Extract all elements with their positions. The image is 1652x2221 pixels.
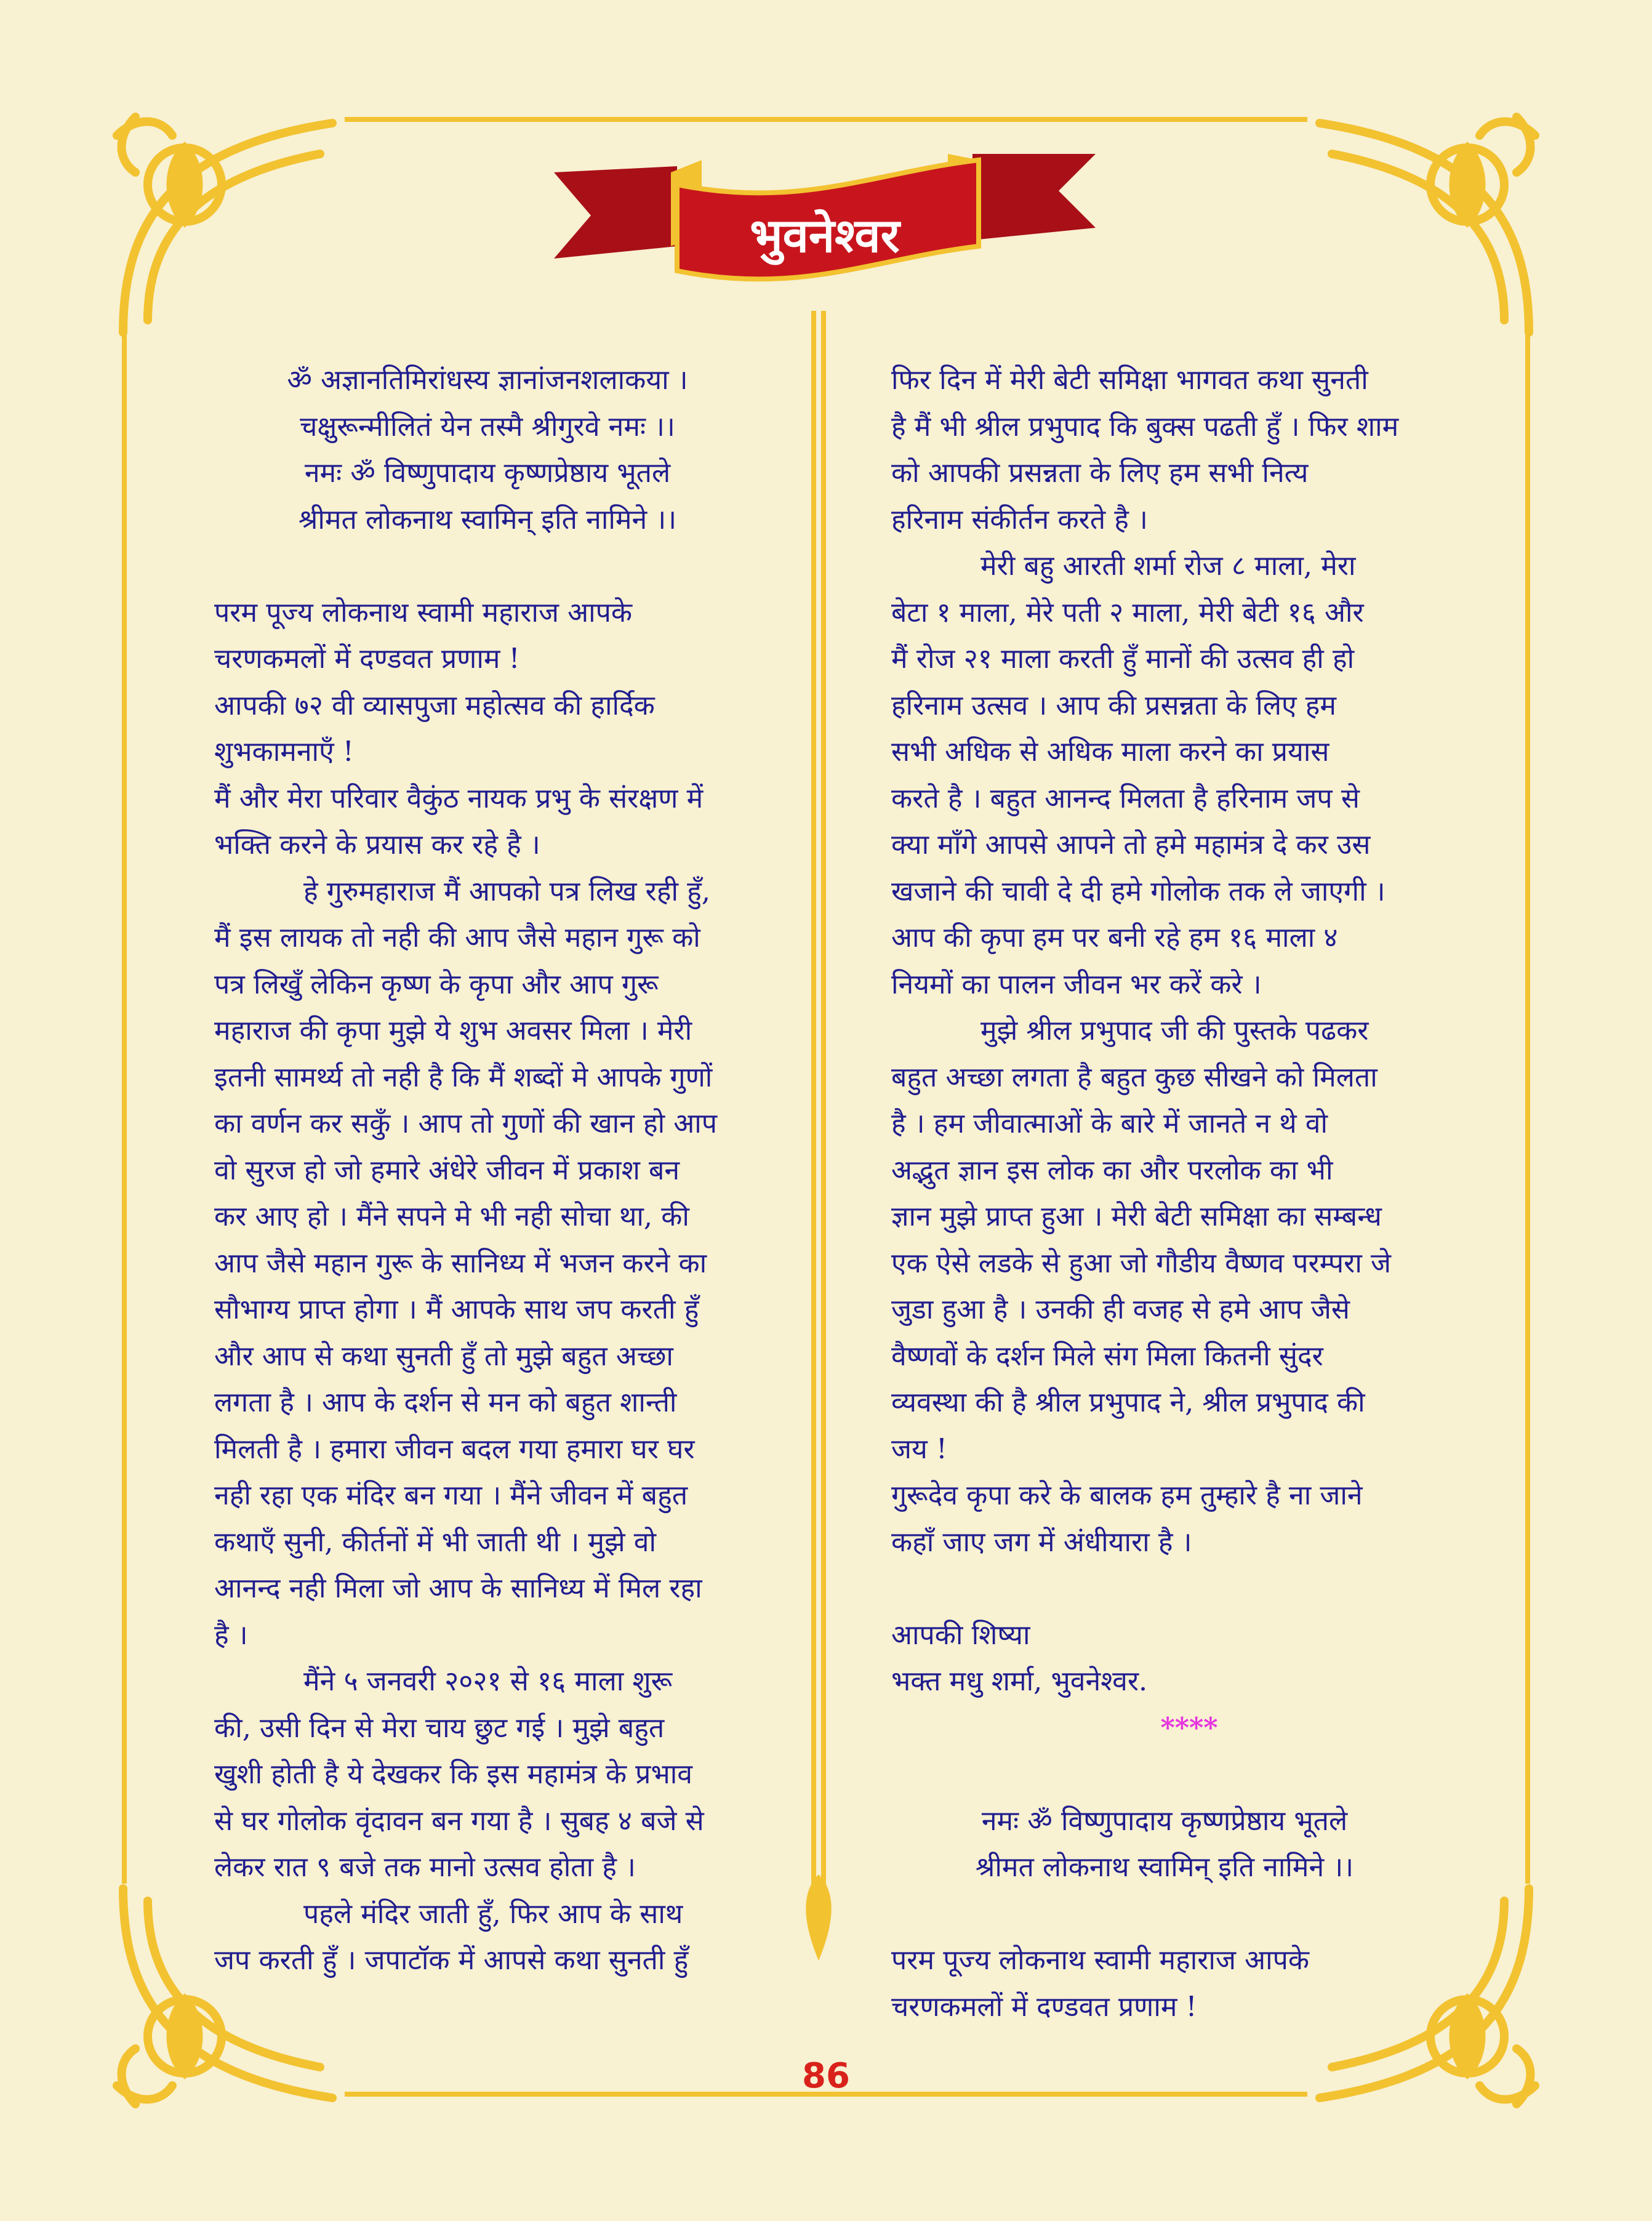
body-line: इतनी सामर्थ्य तो नही है कि मैं शब्दों मे आपके गुणों xyxy=(214,1061,713,1093)
body-line: बेटा १ माला, मेरे पती २ माला, मेरी बेटी १६ और xyxy=(891,596,1364,629)
page-number: 86 xyxy=(802,2056,850,2096)
body-line: शुभकामनाएँ ! xyxy=(214,736,354,768)
mantra-line: ॐ अज्ञानतिमिरांधस्य ज्ञानांजनशलाकया । xyxy=(287,364,688,396)
body-line: फिर दिन में मेरी बेटी समिक्षा भागवत कथा सुनती xyxy=(891,364,1368,396)
body-line: परम पूज्य लोकनाथ स्वामी महाराज आपके xyxy=(214,596,633,629)
body-line: और आप से कथा सुनती हुँ तो मुझे बहुत अच्छा xyxy=(214,1340,673,1372)
corner-ornament-top-right xyxy=(1295,98,1554,357)
body-line: परम पूज्य लोकनाथ स्वामी महाराज आपके xyxy=(891,1945,1310,1976)
mantra-line: श्रीमत लोकनाथ स्वामिन् इति नामिने ।। xyxy=(298,504,677,536)
body-line: अद्भुत ज्ञान इस लोक का और परलोक का भी xyxy=(891,1154,1333,1186)
body-line: हरिनाम संकीर्तन करते है । xyxy=(891,504,1148,536)
body-line: खुशी होती है ये देखकर कि इस महामंत्र के प्रभाव xyxy=(214,1759,693,1790)
body-line: महाराज की कृपा मुझे ये शुभ अवसर मिला । मेरी xyxy=(214,1015,692,1046)
body-line: मैंने ५ जनवरी २०२१ से १६ माला शुरू xyxy=(303,1666,673,1697)
body-line: चरणकमलों में दण्डवत प्रणाम ! xyxy=(891,1991,1197,2023)
body-line: हरिनाम उत्सव । आप की प्रसन्नता के लिए हम xyxy=(891,689,1336,721)
body-line: करते है । बहुत आनन्द मिलता है हरिनाम जप से xyxy=(891,782,1360,814)
body-line: कर आए हो । मैंने सपने मे भी नही सोचा था, की xyxy=(214,1201,689,1232)
body-line: आपकी ७२ वी व्यासपुजा महोत्सव की हार्दिक xyxy=(214,689,655,721)
body-line: जय ! xyxy=(891,1433,947,1465)
left-column xyxy=(214,357,761,1984)
body-line: जुडा हुआ है । उनकी ही वजह से हमे आप जैसे xyxy=(891,1294,1350,1325)
body-line: है । xyxy=(214,1619,248,1651)
body-line: खजाने की चावी दे दी हमे गोलोक तक ले जाएगी । xyxy=(891,875,1385,907)
body-line: को आपकी प्रसन्नता के लिए हम सभी नित्य xyxy=(891,457,1309,489)
body-line: ज्ञान मुझे प्राप्त हुआ । मेरी बेटी समिक्षा का सम्बन्ध xyxy=(891,1201,1382,1232)
body-line: नियमों का पालन जीवन भर करें करे । xyxy=(891,968,1262,1000)
body-line: नही रहा एक मंदिर बन गया । मैंने जीवन में बहुत xyxy=(214,1480,688,1511)
body-line: मैं और मेरा परिवार वैकुंठ नायक प्रभु के संरक्षण में xyxy=(214,782,704,814)
body-line: आनन्द नही मिला जो आप के सानिध्य में मिल रहा xyxy=(214,1573,702,1604)
body-line: का वर्णन कर सकुँ । आप तो गुणों की खान हो आप xyxy=(214,1108,718,1139)
body-line: भक्ति करने के प्रयास कर रहे है । xyxy=(214,829,540,861)
body-line: सौभाग्य प्राप्त होगा । मैं आपके साथ जप करती हुँ xyxy=(214,1294,699,1325)
body-line: क्या माँगे आपसे आपने तो हमे महामंत्र दे कर उस xyxy=(891,829,1371,861)
body-line: बहुत अच्छा लगता है बहुत कुछ सीखने को मिलता xyxy=(891,1061,1377,1093)
body-line: जप करती हुँ । जपाटॉक में आपसे कथा सुनती हुँ xyxy=(214,1945,689,1976)
right-column xyxy=(891,357,1438,2030)
body-line: आप जैसे महान गुरू के सानिध्य में भजन करने का xyxy=(214,1247,707,1279)
border-top xyxy=(345,117,1307,122)
mantra-line: नमः ॐ विष्णुपादाय कृष्णप्रेष्ठाय भूतले xyxy=(304,457,671,489)
mantra-line: श्रीमत लोकनाथ स्वामिन् इति नामिने ।। xyxy=(975,1852,1354,1883)
body-line: कथाएँ सुनी, कीर्तनों में भी जाती थी । मुझे वो xyxy=(214,1526,656,1558)
body-line: आप की कृपा हम पर बनी रहे हम १६ माला ४ xyxy=(891,922,1338,954)
body-line: लेकर रात ९ बजे तक मानो उत्सव होता है । xyxy=(214,1852,636,1883)
paragraph-gap xyxy=(214,543,761,590)
body-line: कहाँ जाए जग में अंधीयारा है । xyxy=(891,1526,1192,1558)
body-line: मैं इस लायक तो नही की आप जैसे महान गुरू को xyxy=(214,922,700,954)
paragraph-gap xyxy=(891,1565,1438,1612)
body-line: मिलती है । हमारा जीवन बदल गया हमारा घर घर xyxy=(214,1433,695,1465)
body-line: मैं रोज २१ माला करती हुँ मानों की उत्सव ही हो xyxy=(891,643,1355,675)
border-right xyxy=(1525,332,1530,1884)
mantra-line: चक्षुरून्मीलितं येन तस्मै श्रीगुरवे नमः ।। xyxy=(300,411,675,443)
body-line: व्यवस्था की है श्रील प्रभुपाद ने, श्रील प्रभुपाद की xyxy=(891,1387,1365,1418)
mantra-line: नमः ॐ विष्णुपादाय कृष्णप्रेष्ठाय भूतले xyxy=(981,1805,1348,1837)
paragraph-gap xyxy=(891,1891,1438,1938)
column-divider xyxy=(800,311,837,1961)
body-line: वो सुरज हो जो हमारे अंधेरे जीवन में प्रकाश बन xyxy=(214,1154,680,1186)
page-title: भुवनेश्वर xyxy=(750,207,900,263)
section-stars: **** xyxy=(1160,1711,1218,1744)
body-line: सभी अधिक से अधिक माला करने का प्रयास xyxy=(891,736,1329,768)
paragraph-gap xyxy=(891,1751,1438,1798)
body-line: मुझे श्रील प्रभुपाद जी की पुस्तके पढकर xyxy=(980,1015,1369,1046)
border-left xyxy=(122,332,127,1884)
body-line: वैष्णवों के दर्शन मिले संग मिला कितनी सुंदर xyxy=(891,1340,1323,1372)
body-line: से घर गोलोक वृंदावन बन गया है । सुबह ४ बजे से xyxy=(214,1805,704,1837)
body-line: हे गुरुमहाराज मैं आपको पत्र लिख रही हुँ, xyxy=(303,875,710,907)
body-line: पहले मंदिर जाती हुँ, फिर आप के साथ xyxy=(303,1898,683,1930)
body-line: चरणकमलों में दण्डवत प्रणाम ! xyxy=(214,643,520,675)
signature-line: आपकी शिष्या xyxy=(891,1619,1030,1651)
body-line: पत्र लिखुँ लेकिन कृष्ण के कृपा और आप गुरू xyxy=(214,968,659,1000)
body-line: है । हम जीवात्माओं के बारे में जानते न थे वो xyxy=(891,1108,1328,1139)
body-line: है मैं भी श्रील प्रभुपाद कि बुक्स पढती हुँ । फिर शाम xyxy=(891,411,1399,443)
body-line: मेरी बहु आरती शर्मा रोज ८ माला, मेरा xyxy=(980,550,1356,582)
corner-ornament-top-left xyxy=(98,98,357,357)
signature-name: भक्त मधु शर्मा, भुवनेश्वर. xyxy=(891,1666,1148,1697)
body-line: लगता है । आप के दर्शन से मन को बहुत शान्ती xyxy=(214,1387,677,1418)
body-line: एक ऐसे लडके से हुआ जो गौडीय वैष्णव परम्परा जे xyxy=(891,1247,1392,1279)
body-line: की, उसी दिन से मेरा चाय छुट गई । मुझे बहुत xyxy=(214,1712,665,1744)
body-line: गुरूदेव कृपा करे के बालक हम तुम्हारे है ना जाने xyxy=(891,1480,1363,1511)
